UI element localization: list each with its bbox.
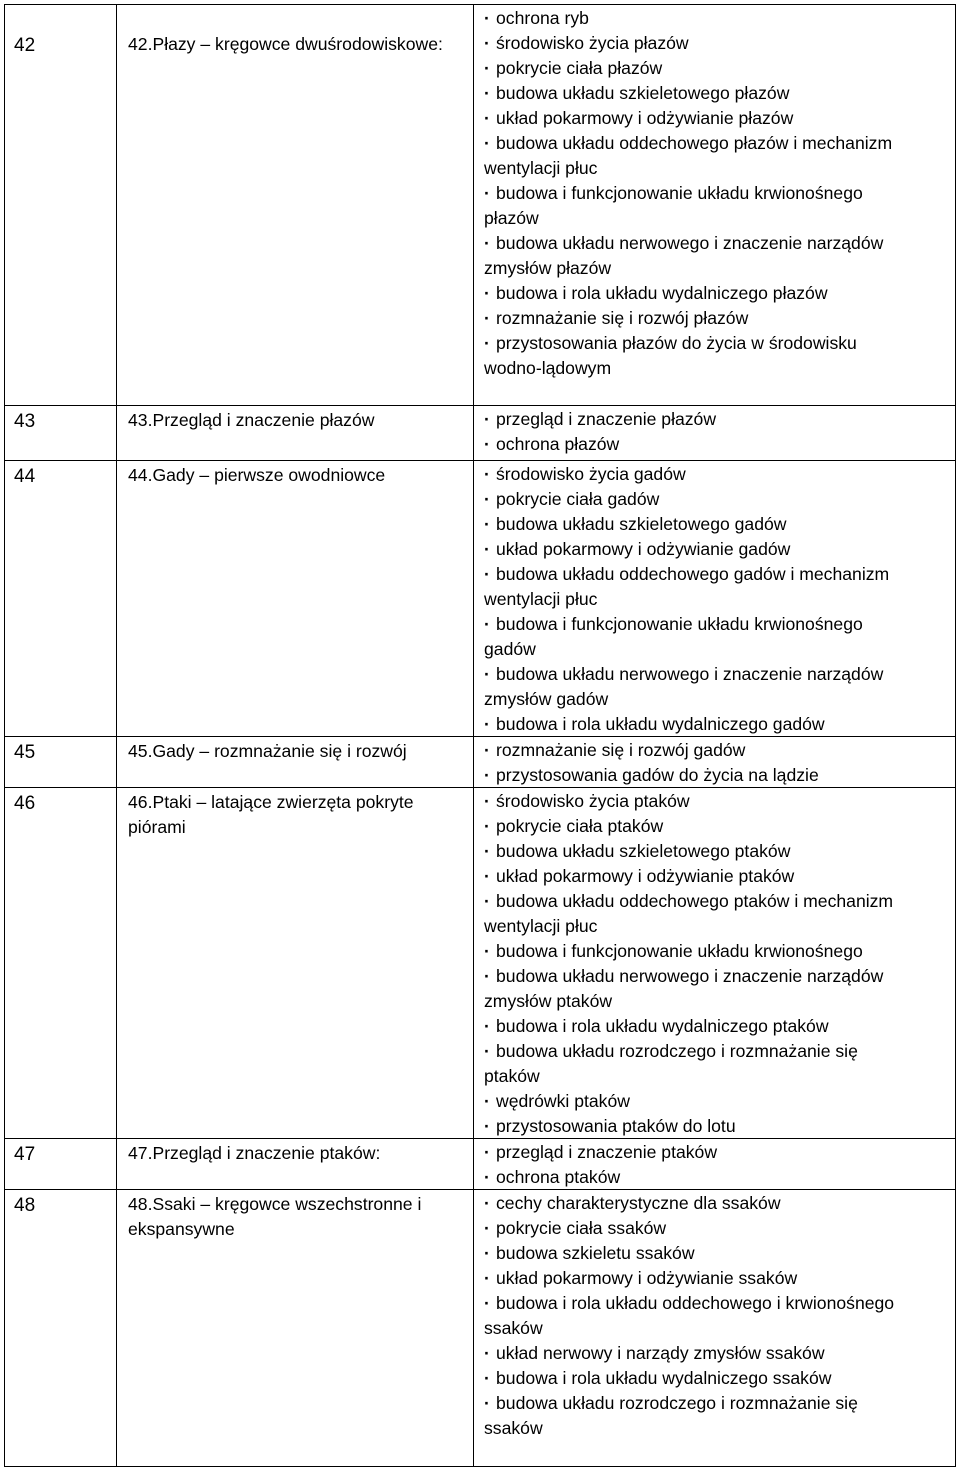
topic-text: cechy charakterystyczne dla ssaków [496,1193,781,1213]
topic-list-item [484,512,944,537]
topic-text: układ nerwowy i narządy zmysłów ssaków [496,1343,825,1363]
topic-text: budowa układu oddechowego gadów i mechanizm [496,564,890,584]
bullet-icon: · [484,83,490,103]
lesson-title: 48.Ssaki – kręgowce wszechstronne i ekspansywne [128,1194,422,1239]
topic-list-item [484,106,944,131]
topic-text: ochrona ryb [496,8,589,28]
bullet-icon: · [484,1167,490,1187]
topic-text: rozmnażanie się i rozwój gadów [496,740,746,760]
topic-text: budowa układu szkieletowego płazów [496,83,790,103]
topic-text: budowa i rola układu wydalniczego gadów [496,714,825,734]
bullet-icon: · [484,1142,490,1162]
topic-list-item [484,462,944,487]
bullet-icon: · [484,1116,490,1136]
topic-list-item [484,712,944,737]
topic-list-item [484,1416,944,1441]
topic-list-item [484,1391,944,1416]
topic-text: przystosowania ptaków do lotu [496,1116,736,1136]
topic-list-item [484,281,944,306]
bullet-icon: · [484,1293,490,1313]
topic-text: budowa układu oddechowego ptaków i mechanizm [496,891,894,911]
table-row [4,4,955,405]
topic-text: przegląd i znaczenie ptaków [496,1142,718,1162]
topic-list-item [484,6,944,31]
lesson-number: 43 [14,411,36,432]
topic-text: budowa i funkcjonowanie układu krwionośnego [496,614,863,634]
topic-list-item [484,537,944,562]
topic-text: wędrówki ptaków [496,1091,630,1111]
topic-text: środowisko życia gadów [496,464,686,484]
topic-list-item [484,432,944,457]
topic-list-item [484,1291,944,1316]
lesson-number: 44 [14,466,36,487]
bullet-icon: · [484,891,490,911]
topic-text: budowa szkieletu ssaków [496,1243,695,1263]
topic-text: budowa układu oddechowego płazów i mechanizm [496,133,893,153]
topic-list-item [484,1216,944,1241]
topic-list-item [484,989,944,1014]
bullet-icon: · [484,539,490,559]
bullet-icon: · [484,514,490,534]
topic-list-item [484,156,944,181]
bullet-icon: · [484,1243,490,1263]
bullet-icon: · [484,1041,490,1061]
lesson-topics [484,1191,944,1441]
topic-list-item [484,231,944,256]
table-row [4,405,955,460]
lesson-topics [484,407,944,457]
topic-list-item [484,1341,944,1366]
topic-list-item [484,331,944,356]
topic-text: ssaków [484,1418,543,1438]
column-divider-2 [116,4,117,1467]
bullet-icon: · [484,791,490,811]
bullet-icon: · [484,841,490,861]
bullet-icon: · [484,133,490,153]
bullet-icon: · [484,1268,490,1288]
topic-text: przystosowania gadów do życia na lądzie [496,765,819,785]
lesson-topics [484,462,944,737]
topic-list-item [484,487,944,512]
bullet-icon: · [484,1218,490,1238]
topic-list-item [484,206,944,231]
bullet-icon: · [484,58,490,78]
topic-text: budowa układu szkieletowego ptaków [496,841,791,861]
bullet-icon: · [484,614,490,634]
bullet-icon: · [484,1091,490,1111]
lesson-number: 48 [14,1195,36,1216]
topic-text: rozmnażanie się i rozwój płazów [496,308,749,328]
topic-list-item [484,1316,944,1341]
topic-list-item [484,612,944,637]
bullet-icon: · [484,966,490,986]
lesson-title: 46.Ptaki – latające zwierzęta pokryte piórami [128,792,414,837]
topic-list-item [484,1191,944,1216]
topic-text: wentylacji płuc [484,589,598,609]
topic-list-item [484,763,944,788]
topic-text: budowa układu szkieletowego gadów [496,514,787,534]
lesson-title: 43.Przegląd i znaczenie płazów [128,410,375,430]
topic-list-item [484,1114,944,1139]
topic-text: zmysłów gadów [484,689,609,709]
topic-list-item [484,864,944,889]
lesson-topics [484,738,944,788]
lesson-topics [484,6,944,381]
lesson-title: 44.Gady – pierwsze owodniowce [128,465,386,485]
bullet-icon: · [484,464,490,484]
topic-text: budowa i rola układu wydalniczego ptaków [496,1016,829,1036]
bullet-icon: · [484,664,490,684]
topic-text: ssaków [484,1318,543,1338]
column-divider-3 [473,4,474,1467]
lesson-title: 47.Przegląd i znaczenie ptaków: [128,1143,381,1163]
bullet-icon: · [484,183,490,203]
topic-text: przegląd i znaczenie płazów [496,409,717,429]
topic-list-item [484,256,944,281]
table-row [4,787,955,1138]
topic-text: ochrona ptaków [496,1167,621,1187]
topic-list-item [484,662,944,687]
topic-text: płazów [484,208,539,228]
bullet-icon: · [484,866,490,886]
bullet-icon: · [484,283,490,303]
topic-list-item [484,1039,944,1064]
topic-text: układ pokarmowy i odżywianie ptaków [496,866,795,886]
topic-text: wentylacji płuc [484,158,598,178]
topic-list-item [484,637,944,662]
topic-text: wentylacji płuc [484,916,598,936]
topic-list-item [484,1064,944,1089]
topic-list-item [484,1014,944,1039]
topic-text: gadów [484,639,536,659]
bullet-icon: · [484,33,490,53]
bullet-icon: · [484,333,490,353]
topic-text: pokrycie ciała ptaków [496,816,664,836]
topic-text: układ pokarmowy i odżywianie gadów [496,539,791,559]
bullet-icon: · [484,816,490,836]
topic-list-item [484,1089,944,1114]
topic-text: pokrycie ciała płazów [496,58,663,78]
topic-text: budowa i rola układu wydalniczego ssaków [496,1368,832,1388]
topic-text: budowa układu nerwowego i znaczenie narządów [496,664,884,684]
topic-list-item [484,839,944,864]
topic-text: pokrycie ciała ssaków [496,1218,667,1238]
table-row [4,460,955,736]
topic-text: układ pokarmowy i odżywianie ssaków [496,1268,798,1288]
topic-list-item [484,914,944,939]
lesson-number: 45 [14,742,36,763]
lesson-number: 46 [14,793,36,814]
topic-list-item [484,356,944,381]
topic-text: przystosowania płazów do życia w środowisku [496,333,857,353]
topic-list-item [484,131,944,156]
topic-list-item [484,81,944,106]
bullet-icon: · [484,1193,490,1213]
lesson-title: 45.Gady – rozmnażanie się i rozwój [128,741,407,761]
topic-list-item [484,1140,944,1165]
bullet-icon: · [484,1368,490,1388]
topic-text: wodno-lądowym [484,358,612,378]
bullet-icon: · [484,740,490,760]
bullet-icon: · [484,308,490,328]
topic-text: budowa układu nerwowego i znaczenie narządów [496,233,884,253]
topic-text: ochrona płazów [496,434,620,454]
topic-text: ptaków [484,1066,540,1086]
topic-text: budowa i rola układu oddechowego i krwionośnego [496,1293,895,1313]
lesson-number: 42 [14,35,36,56]
lesson-topics [484,1140,944,1190]
topic-text: budowa układu rozrodczego i rozmnażanie się [496,1041,858,1061]
topic-list-item [484,587,944,612]
topic-text: budowa układu nerwowego i znaczenie narządów [496,966,884,986]
lesson-title: 42.Płazy – kręgowce dwuśrodowiskowe: [128,34,443,54]
bullet-icon: · [484,714,490,734]
topic-text: zmysłów ptaków [484,991,613,1011]
topic-text: układ pokarmowy i odżywianie płazów [496,108,794,128]
column-divider-1 [4,4,5,1467]
bullet-icon: · [484,1016,490,1036]
topic-text: zmysłów płazów [484,258,612,278]
bullet-icon: · [484,765,490,785]
bullet-icon: · [484,8,490,28]
topic-text: środowisko życia ptaków [496,791,690,811]
topic-list-item [484,1366,944,1391]
topic-list-item [484,306,944,331]
bullet-icon: · [484,409,490,429]
table-row [4,736,955,787]
topic-text: środowisko życia płazów [496,33,689,53]
lesson-topics [484,789,944,1139]
topic-text: budowa i funkcjonowanie układu krwionośnego [496,941,863,961]
bullet-icon: · [484,108,490,128]
column-divider-4 [955,4,956,1467]
topic-list-item [484,964,944,989]
bullet-icon: · [484,233,490,253]
topic-list-item [484,939,944,964]
topic-list-item [484,789,944,814]
bullet-icon: · [484,489,490,509]
topic-text: budowa i funkcjonowanie układu krwionośnego [496,183,863,203]
topic-list-item [484,1241,944,1266]
topic-list-item [484,181,944,206]
bullet-icon: · [484,434,490,454]
topic-text: pokrycie ciała gadów [496,489,660,509]
bullet-icon: · [484,564,490,584]
table-row [4,1189,955,1467]
topic-list-item [484,31,944,56]
lesson-number: 47 [14,1144,36,1165]
topic-text: budowa i rola układu wydalniczego płazów [496,283,828,303]
bullet-icon: · [484,1343,490,1363]
topic-list-item [484,56,944,81]
topic-list-item [484,1165,944,1190]
topic-list-item [484,889,944,914]
topic-list-item [484,687,944,712]
bullet-icon: · [484,941,490,961]
topic-list-item [484,814,944,839]
table-row [4,1138,955,1189]
topic-list-item [484,738,944,763]
topic-list-item [484,562,944,587]
topic-text: budowa układu rozrodczego i rozmnażanie się [496,1393,858,1413]
topic-list-item [484,407,944,432]
bullet-icon: · [484,1393,490,1413]
topic-list-item [484,1266,944,1291]
